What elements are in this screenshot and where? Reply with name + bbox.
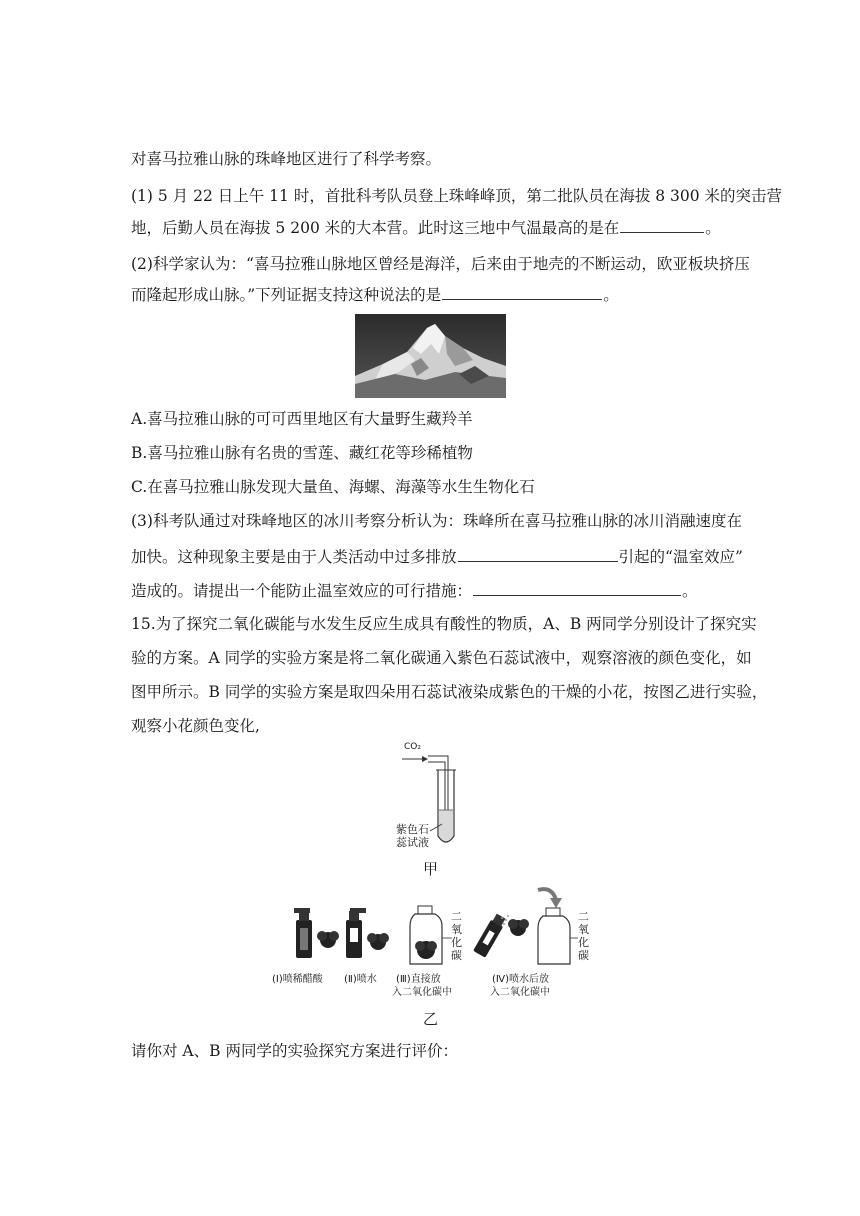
q15-line4: 观察小花颜色变化, [131,717,260,735]
q1-answer-blank[interactable] [620,217,704,233]
spray-bottle-icon [294,908,312,958]
q1-line1: (1) 5 月 22 日上午 11 时，首批科考队员登上珠峰峰顶，第二批队员在海拔 8 300 米的突击营 [131,187,783,205]
gas-jar-icon [410,906,452,964]
option-c: C.在喜马拉雅山脉发现大量鱼、海螺、海藻等水生生物化石 [131,478,535,496]
intro-text: 对喜马拉雅山脉的珠峰地区进行了科学考察。 [131,150,442,168]
q15-line1: 15.为了探究二氧化碳能与水发生反应生成具有酸性的物质，A、B 两同学分别设计了探究实 [131,615,757,633]
option-b: B.喜马拉雅山脉有名贵的雪莲、藏红花等珍稀植物 [131,444,473,462]
q2-line1: (2)科学家认为：“喜马拉雅山脉地区曾经是海洋，后来由于地壳的不断运动，欧亚板块挤压 [131,255,750,273]
co2-vertical-label-2: 二 氧 化 碳 [578,910,589,962]
flower-icon [367,933,389,950]
q2-line2: 而隆起形成山脉。”下列证据支持这种说法的是 。 [131,286,619,304]
figure-yi [270,882,600,1002]
q3-measure-blank[interactable] [473,580,681,596]
step1-label: (Ⅰ)喷稀醋酸 [272,974,323,985]
spray-bottle-icon [346,908,366,958]
step3-label-1: (Ⅲ)直接放 [396,974,441,985]
step2-label: (Ⅱ)喷水 [344,974,377,985]
figure-jia-caption: 甲 [423,860,439,878]
litmus-label-1: 紫色石 [396,823,429,836]
closing-text: 请你对 A、B 两同学的实验探究方案进行评价： [131,1042,458,1060]
flower-icon [508,919,529,936]
spray-bottle-icon [473,913,507,958]
q15-line3: 图甲所示。B 同学的实验方案是取四朵用石蕊试液染成紫色的干燥的小花，按图乙进行实验， [131,683,768,701]
q2-answer-blank[interactable] [442,284,602,300]
flower-icon [317,931,339,948]
q3-line3: 造成的。请提出一个能防止温室效应的可行措施： 。 [131,582,698,600]
gas-jar-icon [538,908,578,964]
step4-label-2: 入二氧化碳中 [490,987,550,998]
mountain-photo [355,314,506,398]
step4-label-1: (Ⅳ)喷水后放 [492,974,550,985]
co2-label: CO₂ [404,742,421,752]
q15-line2: 验的方案。A 同学的实验方案是将二氧化碳通入紫色石蕊试液中，观察溶液的颜色变化，如 [131,649,752,667]
co2-vertical-label-1: 二 氧 化 碳 [451,910,462,962]
q3-line2: 加快。这种现象主要是由于人类活动中过多排放 引起的“温室效应” [131,548,743,566]
q3-line1: (3)科考队通过对珠峰地区的冰川考察分析认为：珠峰所在喜马拉雅山脉的冰川消融速度在 [131,512,742,530]
step3-label-2: 入二氧化碳中 [392,987,452,998]
option-a: A.喜马拉雅山脉的可可西里地区有大量野生藏羚羊 [131,410,473,428]
litmus-label-2: 蕊试液 [396,836,429,849]
q3-gas-blank[interactable] [458,546,618,562]
figure-jia [390,740,480,852]
q1-line2: 地，后勤人员在海拔 5 200 米的大本营。此时这三地中气温最高的是在 。 [131,219,721,237]
figure-yi-caption: 乙 [423,1010,439,1028]
